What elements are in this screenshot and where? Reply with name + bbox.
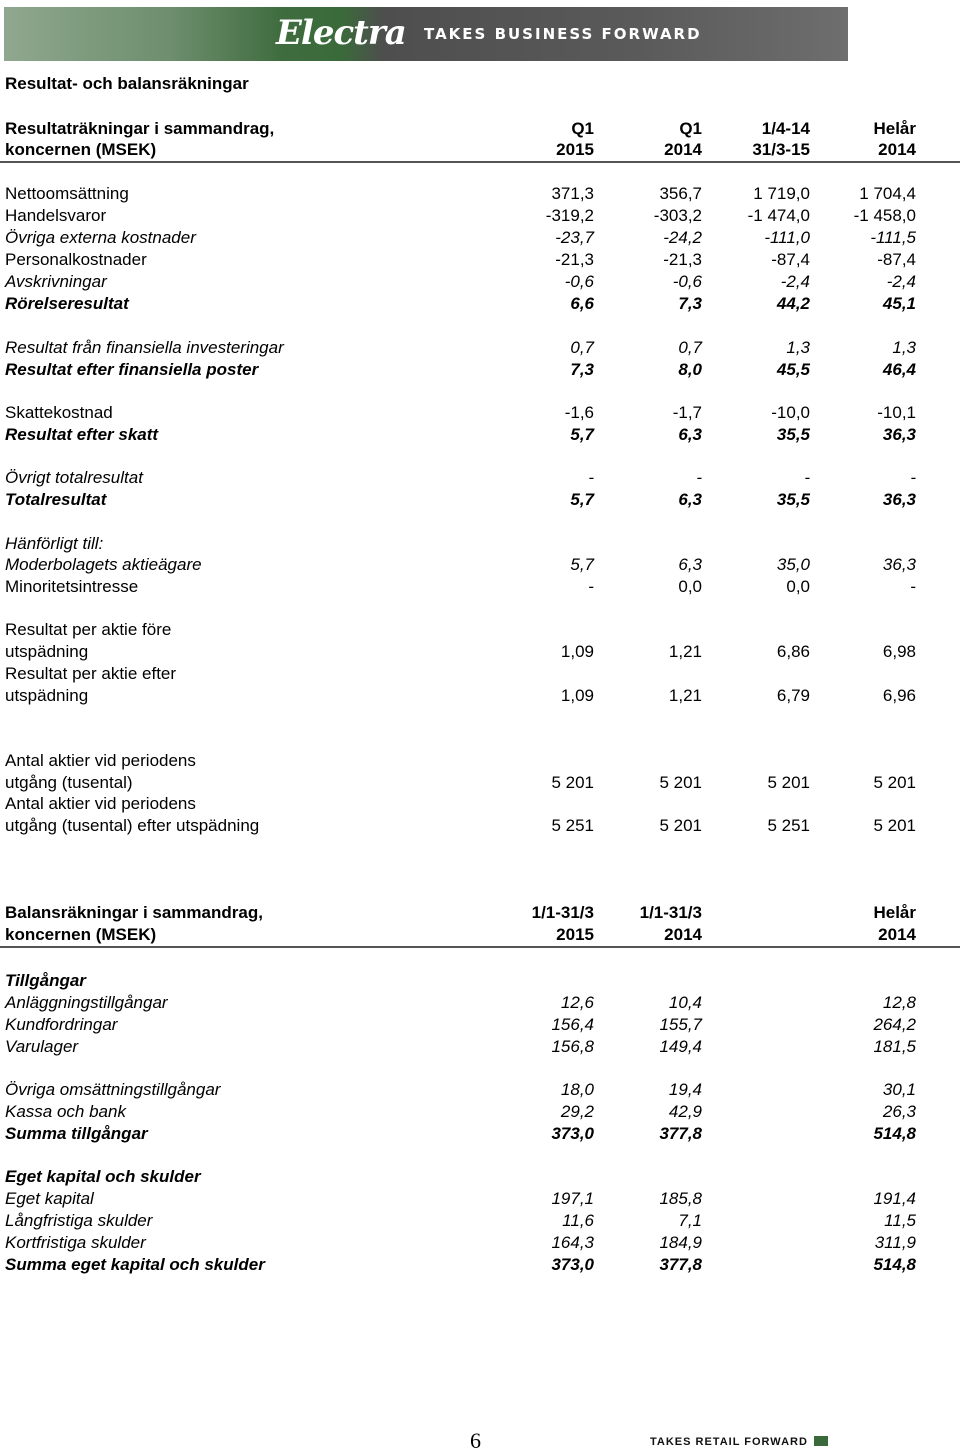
income-row-antal-aktier-vid-periodens (0, 750, 960, 772)
value-cell: 11,6 (562, 1211, 594, 1230)
value-cell: -1,6 (564, 403, 594, 422)
value-cell: 514,8 (873, 1255, 916, 1274)
value-cell: -111,0 (764, 228, 810, 247)
row-label: Kassa och bank (5, 1102, 126, 1121)
row-label: Personalkostnader (5, 250, 147, 269)
row-label: utspädning (5, 642, 89, 661)
value-cell: 26,3 (882, 1102, 916, 1121)
value-cell: 6,98 (882, 642, 916, 661)
value-cell: -87,4 (877, 250, 916, 269)
value-cell: 356,7 (659, 184, 702, 203)
row-label: Resultaträkningar i sammandrag, (5, 119, 275, 138)
row-label: Resultat efter finansiella poster (5, 360, 259, 379)
value-cell: 10,4 (668, 993, 702, 1012)
value-cell: 1,3 (892, 338, 916, 357)
value-cell: 373,0 (551, 1255, 594, 1274)
value-cell: 191,4 (873, 1189, 916, 1208)
value-cell: 6,86 (776, 642, 810, 661)
value-cell: - (696, 468, 702, 487)
row-label: utgång (tusental) (5, 773, 133, 792)
value-cell: 377,8 (659, 1255, 702, 1274)
value-cell: 0,0 (678, 577, 702, 596)
row-label: Avskrivningar (5, 272, 107, 291)
footer-tagline: TAKES RETAIL FORWARD (650, 1436, 828, 1448)
income-row-utgang-tusental-efter-utspadning (0, 815, 960, 837)
value-cell: - (588, 468, 594, 487)
value-cell: 2014 (878, 925, 916, 944)
row-label: Balansräkningar i sammandrag, (5, 903, 263, 922)
value-cell: 6,3 (678, 425, 702, 444)
value-cell: 6,3 (678, 555, 702, 574)
balance-row-tillgangar (0, 970, 960, 992)
header-banner (4, 7, 848, 61)
row-label: koncernen (MSEK) (5, 925, 157, 944)
value-cell: 264,2 (873, 1015, 916, 1034)
value-cell: 5 201 (767, 773, 810, 792)
value-cell: 5 251 (551, 816, 594, 835)
value-cell: -23,7 (555, 228, 594, 247)
value-cell: 2015 (556, 140, 594, 159)
value-cell: 1,09 (560, 642, 594, 661)
value-cell: 377,8 (659, 1124, 702, 1143)
row-label: Totalresultat (5, 490, 107, 509)
value-cell: 2015 (556, 925, 594, 944)
value-cell: 311,9 (874, 1233, 916, 1252)
row-label: utgång (tusental) efter utspädning (5, 816, 260, 835)
value-cell: 5 201 (659, 816, 702, 835)
income-row-rorelseresultat (0, 293, 960, 315)
page-number: 6 (470, 1428, 481, 1453)
balance-row-langfristiga-skulder (0, 1210, 960, 1232)
value-cell: 6,96 (882, 686, 916, 705)
income-row-ovrigt-totalresultat (0, 467, 960, 489)
income-row-totalresultat (0, 489, 960, 511)
row-label: Antal aktier vid periodens (5, 794, 196, 813)
income-row-resultat-efter-finansiella-poster (0, 359, 960, 381)
value-cell: 35,5 (776, 425, 810, 444)
value-cell: 11,5 (884, 1211, 916, 1230)
value-cell: 31/3-15 (752, 140, 810, 159)
value-cell: -87,4 (771, 250, 810, 269)
value-cell: 1,21 (668, 686, 702, 705)
income-row-nettoomsattning (0, 183, 960, 205)
value-cell: Helår (873, 119, 916, 138)
value-cell: -2,4 (780, 272, 810, 291)
row-label: Övriga omsättningstillgångar (5, 1080, 221, 1099)
document-title: Resultat- och balansräkningar (5, 74, 249, 93)
value-cell: 1/1-31/3 (639, 903, 702, 922)
balance-row-eget-kapital-och-skulder (0, 1166, 960, 1188)
row-label: Övrigt totalresultat (5, 468, 143, 487)
row-label: Hänförligt till: (5, 534, 104, 553)
value-cell: -21,3 (663, 250, 702, 269)
value-cell: 45,1 (882, 294, 916, 313)
income-row-ovriga-externa-kostnader (0, 227, 960, 249)
value-cell: - (910, 577, 916, 596)
value-cell: 2014 (664, 140, 702, 159)
value-cell: 5 201 (873, 773, 916, 792)
value-cell: 36,3 (882, 490, 916, 509)
value-cell: 1/4-14 (761, 119, 810, 138)
value-cell: 6,79 (776, 686, 810, 705)
row-label: Resultat per aktie före (5, 620, 172, 639)
income-row-handelsvaror (0, 205, 960, 227)
income-row-resultat-fran-finansiella-investeringar (0, 337, 960, 359)
row-label: utspädning (5, 686, 89, 705)
income-row-resultat-per-aktie-efter (0, 663, 960, 685)
value-cell: 7,3 (678, 294, 702, 313)
value-cell: 18,0 (560, 1080, 594, 1099)
value-cell: 164,3 (551, 1233, 594, 1252)
value-cell: 12,8 (882, 993, 916, 1012)
value-cell: -1 458,0 (853, 206, 916, 225)
row-label: Övriga externa kostnader (5, 228, 196, 247)
value-cell: 1 704,4 (859, 184, 916, 203)
value-cell: 6,6 (570, 294, 594, 313)
value-cell: -0,6 (672, 272, 702, 291)
value-cell: 181,5 (873, 1037, 916, 1056)
row-label: Moderbolagets aktieägare (5, 555, 202, 574)
row-label: Eget kapital och skulder (5, 1167, 201, 1186)
balance-header-row-1 (0, 902, 960, 924)
row-label: Skattekostnad (5, 403, 113, 422)
electra-logo: Electra (276, 13, 406, 53)
value-cell: 156,4 (551, 1015, 594, 1034)
value-cell: 5 201 (659, 773, 702, 792)
value-cell: -10,0 (771, 403, 810, 422)
value-cell: -319,2 (545, 206, 594, 225)
value-cell: 8,0 (678, 360, 702, 379)
balance-row-kundfordringar (0, 1014, 960, 1036)
value-cell: 7,1 (678, 1211, 702, 1230)
income-header-row-2 (0, 139, 960, 161)
row-label: Handelsvaror (5, 206, 107, 225)
income-row-hanforligt-till (0, 533, 960, 555)
row-label: Varulager (5, 1037, 79, 1056)
row-label: Resultat per aktie efter (5, 664, 177, 683)
value-cell: 1,09 (560, 686, 594, 705)
value-cell: 35,0 (776, 555, 810, 574)
value-cell: 44,2 (776, 294, 810, 313)
value-cell: 184,9 (659, 1233, 702, 1252)
income-row-resultat-efter-skatt (0, 424, 960, 446)
value-cell: 0,7 (678, 338, 702, 357)
value-cell: 7,3 (570, 360, 594, 379)
balance-row-ovriga-omsattningstillgangar (0, 1079, 960, 1101)
income-row-resultat-per-aktie-fore (0, 619, 960, 641)
value-cell: 5 201 (551, 773, 594, 792)
value-cell: 156,8 (551, 1037, 594, 1056)
value-cell: 45,5 (776, 360, 810, 379)
balance-row-eget-kapital (0, 1188, 960, 1210)
value-cell: 185,8 (659, 1189, 702, 1208)
value-cell: -1 474,0 (747, 206, 810, 225)
value-cell: -1,7 (672, 403, 702, 422)
balance-row-summa-eget-kapital-och-skulder (0, 1254, 960, 1276)
income-header-row-1 (0, 118, 960, 140)
value-cell: 0,7 (570, 338, 594, 357)
value-cell: 29,2 (560, 1102, 594, 1121)
value-cell: 30,1 (882, 1080, 916, 1099)
row-label: Anläggningstillgångar (5, 993, 168, 1012)
income-row-avskrivningar (0, 271, 960, 293)
value-cell: Q1 (571, 119, 594, 138)
value-cell: 12,6 (560, 993, 594, 1012)
value-cell: 371,3 (551, 184, 594, 203)
value-cell: 42,9 (668, 1102, 702, 1121)
row-label: Summa tillgångar (5, 1124, 148, 1143)
value-cell: 5 251 (767, 816, 810, 835)
value-cell: 1 719,0 (753, 184, 810, 203)
value-cell: 5,7 (570, 425, 594, 444)
row-label: Tillgångar (5, 971, 86, 990)
value-cell: 5 201 (873, 816, 916, 835)
value-cell: -10,1 (877, 403, 916, 422)
value-cell: - (910, 468, 916, 487)
value-cell: 1,21 (668, 642, 702, 661)
value-cell: 373,0 (551, 1124, 594, 1143)
value-cell: 36,3 (882, 425, 916, 444)
row-label: Resultat efter skatt (5, 425, 159, 444)
value-cell: 0,0 (786, 577, 810, 596)
value-cell: 149,4 (659, 1037, 702, 1056)
balance-row-kassa-och-bank (0, 1101, 960, 1123)
balance-row-anlaggningstillgangar (0, 992, 960, 1014)
row-label: koncernen (MSEK) (5, 140, 157, 159)
balance-header-rule (0, 946, 960, 948)
balance-header-row-2 (0, 924, 960, 946)
value-cell: Helår (873, 903, 916, 922)
row-label: Kortfristiga skulder (5, 1233, 146, 1252)
value-cell: 5,7 (570, 555, 594, 574)
income-row-utspadning (0, 641, 960, 663)
value-cell: 155,7 (659, 1015, 702, 1034)
value-cell: 19,4 (668, 1080, 702, 1099)
value-cell: -24,2 (663, 228, 702, 247)
row-label: Nettoomsättning (5, 184, 129, 203)
value-cell: -303,2 (653, 206, 702, 225)
footer-logo-mark (814, 1436, 828, 1446)
income-row-skattekostnad (0, 402, 960, 424)
balance-row-varulager (0, 1036, 960, 1058)
value-cell: 46,4 (882, 360, 916, 379)
value-cell: -21,3 (555, 250, 594, 269)
value-cell: 2014 (878, 140, 916, 159)
income-row-moderbolagets-aktieagare (0, 554, 960, 576)
income-header-rule (0, 161, 960, 163)
value-cell: 6,3 (678, 490, 702, 509)
value-cell: -111,5 (870, 228, 916, 247)
income-row-personalkostnader (0, 249, 960, 271)
value-cell: 35,5 (776, 490, 810, 509)
income-row-antal-aktier-vid-periodens (0, 793, 960, 815)
row-label: Antal aktier vid periodens (5, 751, 196, 770)
value-cell: -0,6 (564, 272, 594, 291)
row-label: Resultat från finansiella investeringar (5, 338, 284, 357)
row-label: Kundfordringar (5, 1015, 118, 1034)
value-cell: 36,3 (882, 555, 916, 574)
balance-row-summa-tillgangar (0, 1123, 960, 1145)
value-cell: 2014 (664, 925, 702, 944)
income-row-utgang-tusental (0, 772, 960, 794)
row-label: Rörelseresultat (5, 294, 129, 313)
value-cell: - (588, 577, 594, 596)
value-cell: 1,3 (786, 338, 810, 357)
row-label: Summa eget kapital och skulder (5, 1255, 265, 1274)
income-row-utspadning (0, 685, 960, 707)
value-cell: 5,7 (570, 490, 594, 509)
value-cell: 514,8 (873, 1124, 916, 1143)
balance-row-kortfristiga-skulder (0, 1232, 960, 1254)
value-cell: Q1 (679, 119, 702, 138)
value-cell: -2,4 (886, 272, 916, 291)
row-label: Minoritetsintresse (5, 577, 139, 596)
row-label: Långfristiga skulder (5, 1211, 153, 1230)
banner-tagline: TAKES BUSINESS FORWARD (424, 25, 702, 43)
value-cell: 197,1 (551, 1189, 594, 1208)
row-label: Eget kapital (5, 1189, 94, 1208)
value-cell: - (804, 468, 810, 487)
income-row-minoritetsintresse (0, 576, 960, 598)
value-cell: 1/1-31/3 (531, 903, 594, 922)
